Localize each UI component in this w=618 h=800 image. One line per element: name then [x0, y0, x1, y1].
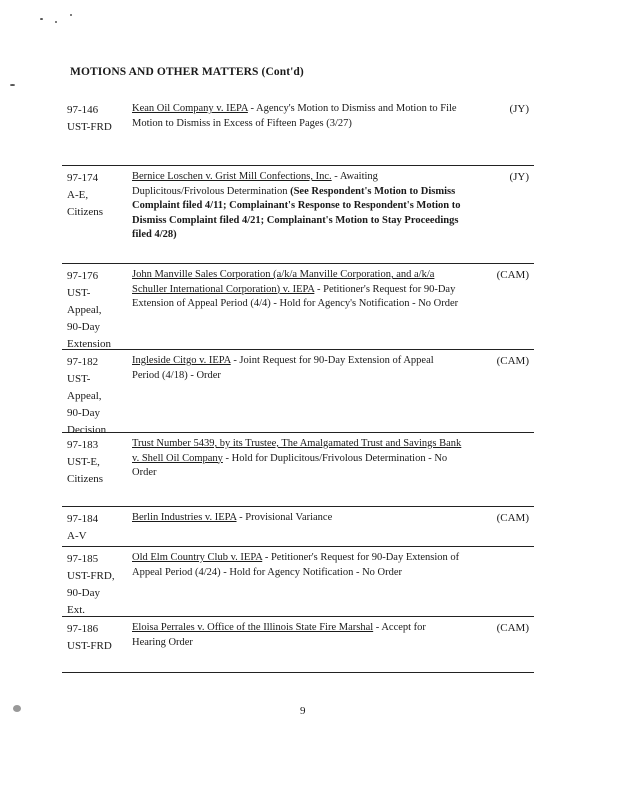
- case-type: UST-FRD,: [67, 570, 115, 582]
- case-assignee: (CAM): [496, 269, 529, 281]
- case-number: 97-182: [67, 356, 99, 368]
- case-assignee: (JY): [509, 171, 529, 183]
- case-number: 97-184: [67, 513, 99, 525]
- case-description: Trust Number 5439, by its Trustee, The Amalgamated Trust and Savings Bank v. Shell Oil Company - Hold for Duplicitous/Frivolous Determination - No Order: [132, 438, 462, 478]
- page-number: 9: [300, 705, 306, 717]
- case-entry: [62, 547, 534, 617]
- case-caption: Ingleside Citgo v. IEPA: [132, 355, 231, 366]
- scan-speck: [55, 21, 57, 23]
- scan-speck: [40, 18, 43, 20]
- case-type: UST-: [67, 373, 91, 385]
- case-caption: Eloisa Perrales v. Office of the Illinois State Fire Marshal: [132, 622, 374, 633]
- case-type: Ext.: [67, 604, 86, 616]
- case-type: UST-FRD: [67, 640, 112, 652]
- case-type: A-E,: [67, 189, 89, 201]
- case-number: 97-185: [67, 553, 99, 565]
- case-number: 97-183: [67, 439, 99, 451]
- case-caption: Trust Number 5439, by its Trustee, The Amalgamated Trust and Savings Bank v. Shell Oil Company: [132, 438, 462, 464]
- case-description: Ingleside Citgo v. IEPA - Joint Request for 90-Day Extension of Appeal Period (4/18) - Order: [132, 355, 434, 381]
- case-caption: Bernice Loschen v. Grist Mill Confections, Inc.: [132, 171, 332, 182]
- case-entry: [62, 350, 534, 436]
- case-type: Citizens: [67, 473, 104, 485]
- case-type: UST-FRD: [67, 121, 112, 133]
- case-note: (See Respondent's Motion to Dismiss Complaint filed 4/11; Complainant's Response to Respondent's Motion to Dismiss Complaint filed 4/21; Complainant's Motion to Stay Proceedings filed 4/28): [132, 185, 461, 240]
- case-caption: Kean Oil Company v. IEPA: [132, 103, 248, 114]
- case-caption: Old Elm Country Club v. IEPA: [132, 552, 263, 563]
- scan-speck: [13, 705, 21, 712]
- case-assignee: (CAM): [496, 512, 529, 524]
- case-type: 90-Day: [67, 587, 100, 599]
- section-heading: MOTIONS AND OTHER MATTERS (Cont'd): [70, 66, 304, 78]
- case-description: Bernice Loschen v. Grist Mill Confections, Inc. - Awaiting Duplicitous/Frivolous Determination (See Respondent's Motion to Dismiss Complaint filed 4/11; Complainant's Response to Respondent's Motion to Dismiss Complaint filed 4/21; Complainant's Motion to Stay Proceedings filed 4/28): [132, 171, 461, 240]
- case-type: Decision: [67, 424, 107, 436]
- case-entry: [62, 507, 534, 547]
- case-type: Citizens: [67, 206, 104, 218]
- case-description: John Manville Sales Corporation (a/k/a Manville Corporation, and a/k/a Schuller International Corporation) v. IEPA - Petitioner's Request for 90-Day Extension of Appeal Period (4/4) - Hold for Agency's Notification - No Order: [132, 269, 459, 309]
- case-type: Appeal,: [67, 390, 102, 402]
- case-entry: [62, 264, 534, 350]
- case-assignee: (CAM): [496, 355, 529, 367]
- case-type: Extension: [67, 338, 111, 350]
- scan-speck: [70, 14, 72, 16]
- case-number: 97-186: [67, 623, 99, 635]
- case-entry: [62, 166, 534, 264]
- scan-speck: [10, 84, 15, 86]
- case-type: Appeal,: [67, 304, 102, 316]
- case-number: 97-174: [67, 172, 99, 184]
- case-description: Kean Oil Company v. IEPA - Agency's Motion to Dismiss and Motion to File Motion to Dismiss in Excess of Fifteen Pages (3/27): [132, 103, 457, 129]
- case-assignee: (CAM): [496, 622, 529, 634]
- case-number: 97-146: [67, 104, 99, 116]
- case-caption: Berlin Industries v. IEPA: [132, 512, 237, 523]
- case-type: UST-: [67, 287, 91, 299]
- case-type: 90-Day: [67, 321, 100, 333]
- case-entry: [62, 98, 534, 166]
- case-description: Old Elm Country Club v. IEPA - Petitioner's Request for 90-Day Extension of Appeal Period (4/24) - Hold for Agency Notification - No Order: [132, 552, 460, 578]
- case-type: 90-Day: [67, 407, 100, 419]
- case-description: Eloisa Perrales v. Office of the Illinois State Fire Marshal - Accept for Hearing Order: [132, 622, 426, 648]
- case-type: A-V: [67, 530, 87, 542]
- case-list: [62, 98, 534, 673]
- case-description: Berlin Industries v. IEPA - Provisional Variance: [132, 512, 333, 523]
- case-type: UST-E,: [67, 456, 100, 468]
- case-caption: John Manville Sales Corporation (a/k/a Manville Corporation, and a/k/a Schuller International Corporation) v. IEPA: [132, 269, 435, 295]
- case-assignee: (JY): [509, 103, 529, 115]
- case-entry: [62, 617, 534, 673]
- case-number: 97-176: [67, 270, 99, 282]
- case-entry: [62, 433, 534, 507]
